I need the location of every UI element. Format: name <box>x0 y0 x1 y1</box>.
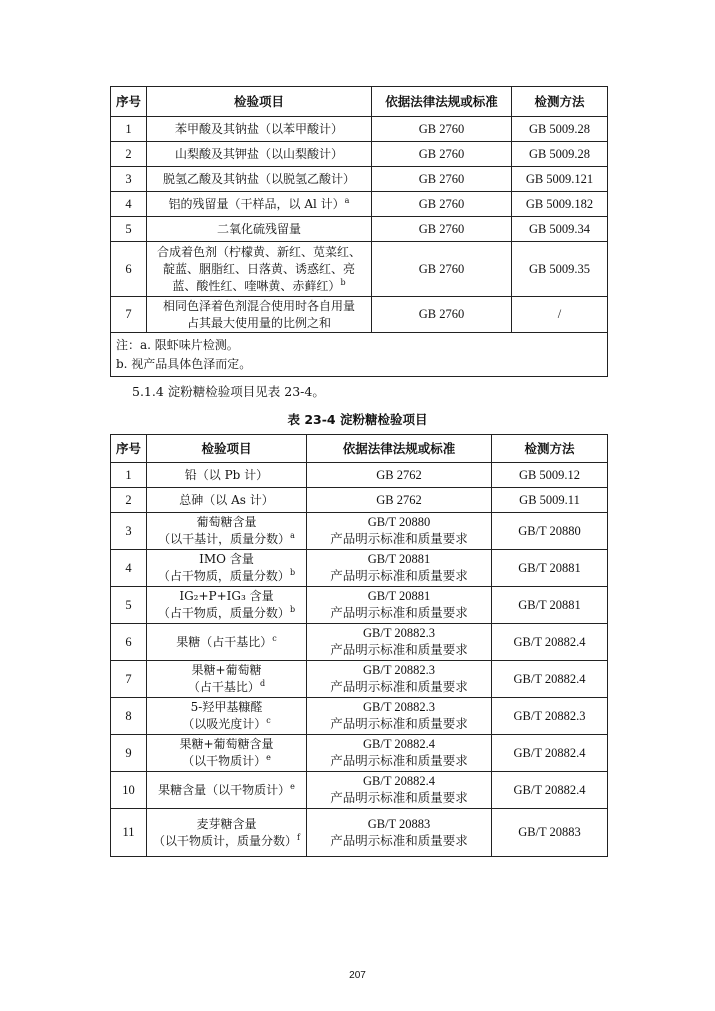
row-number: 3 <box>111 167 147 192</box>
row-basis: GB/T 20882.3 产品明示标准和质量要求 <box>307 661 492 698</box>
row-number: 5 <box>111 587 147 624</box>
header-item: 检验项目 <box>147 435 307 463</box>
row-method: GB/T 20882.4 <box>492 772 608 809</box>
row-method: GB 5009.12 <box>492 463 608 488</box>
row-basis: GB/T 20882.3 产品明示标准和质量要求 <box>307 698 492 735</box>
table-row <box>111 217 608 242</box>
footnote-marker: e <box>266 753 271 762</box>
row-item: IG₂+P+IG₃ 含量 （占干物质，质量分数）$^b$ <box>147 587 307 624</box>
table-row <box>111 167 608 192</box>
row-number: 4 <box>111 192 147 217</box>
footnote-marker: d <box>259 679 266 688</box>
row-basis: GB/T 20883 产品明示标准和质量要求 <box>307 809 492 857</box>
footnote-marker: e <box>290 781 295 791</box>
inspection-table-1 <box>110 86 608 377</box>
table-header-row <box>111 435 608 463</box>
row-item: 麦芽糖含量 （以干物质计，质量分数）$^f$ <box>147 809 307 857</box>
footnote-marker: b <box>289 605 296 614</box>
table-caption: 表 23-4 淀粉糖检验项目 <box>287 412 428 427</box>
row-item: 葡萄糖含量 （以干基计，质量分数）$^a$ <box>147 513 307 550</box>
row-method: GB/T 20881 <box>492 550 608 587</box>
table-row <box>111 772 608 809</box>
row-item: 合成着色剂（柠檬黄、新红、苋菜红、 靛蓝、胭脂红、日落黄、诱惑红、亮 蓝、酸性红、喹啉黄、赤藓红）$^b$ <box>147 242 372 297</box>
row-item: 铝的残留量（干样品，以 Al 计）$^a$ <box>147 192 372 217</box>
row-item: 果糖（占干基比）$^c$ <box>147 624 307 661</box>
row-number: 4 <box>111 550 147 587</box>
footnote-marker: a <box>344 195 350 205</box>
table-row <box>111 698 608 735</box>
row-item: 果糖+葡萄糖含量 （以干物质计）$^e$ <box>147 735 307 772</box>
row-number: 10 <box>111 772 147 809</box>
table-note-row <box>111 333 608 377</box>
row-basis: GB 2762 <box>307 488 492 513</box>
row-basis: GB 2760 <box>372 242 512 297</box>
row-method: GB 5009.28 <box>512 142 608 167</box>
row-method: GB 5009.121 <box>512 167 608 192</box>
footnote-marker: f <box>297 832 300 842</box>
row-method: GB 5009.182 <box>512 192 608 217</box>
row-item: 铅（以 Pb 计） <box>147 463 307 488</box>
row-item: IMO 含量 （占干物质，质量分数）$^b$ <box>147 550 307 587</box>
header-basis: 依据法律法规或标准 <box>372 87 512 117</box>
row-basis: GB/T 20881 产品明示标准和质量要求 <box>307 587 492 624</box>
table-row <box>111 587 608 624</box>
row-basis: GB 2762 <box>307 463 492 488</box>
header-item: 检验项目 <box>147 87 372 117</box>
row-number: 8 <box>111 698 147 735</box>
table-header-row <box>111 87 608 117</box>
row-number: 2 <box>111 142 147 167</box>
row-method: GB/T 20882.4 <box>492 735 608 772</box>
row-method: GB/T 20881 <box>492 587 608 624</box>
table-row <box>111 297 608 333</box>
row-method: GB 5009.34 <box>512 217 608 242</box>
row-method: GB/T 20882.4 <box>492 661 608 698</box>
header-method: 检测方法 <box>492 435 608 463</box>
table-row <box>111 463 608 488</box>
row-basis: GB/T 20881 产品明示标准和质量要求 <box>307 550 492 587</box>
row-item: 苯甲酸及其钠盐（以苯甲酸计） <box>147 117 372 142</box>
row-basis: GB 2760 <box>372 192 512 217</box>
table-note: 注：a. 限虾味片检测。 b. 视产品具体色泽而定。 <box>111 333 608 377</box>
row-method: GB/T 20882.4 <box>492 624 608 661</box>
footnote-marker: c <box>266 716 271 725</box>
table-row <box>111 661 608 698</box>
header-basis: 依据法律法规或标准 <box>307 435 492 463</box>
footnote-marker: b <box>289 568 296 577</box>
row-basis: GB/T 20882.4 产品明示标准和质量要求 <box>307 735 492 772</box>
inspection-table-2 <box>110 434 608 857</box>
row-number: 1 <box>111 117 147 142</box>
header-method: 检测方法 <box>512 87 608 117</box>
footnote-marker: b <box>340 277 346 287</box>
row-method: / <box>512 297 608 333</box>
row-basis: GB 2760 <box>372 297 512 333</box>
row-number: 3 <box>111 513 147 550</box>
row-number: 6 <box>111 624 147 661</box>
row-number: 7 <box>111 661 147 698</box>
table-row <box>111 624 608 661</box>
section-paragraph: 5.1.4 淀粉糖检验项目见表 23-4。 <box>132 384 325 399</box>
table-row <box>111 142 608 167</box>
row-number: 6 <box>111 242 147 297</box>
row-basis: GB 2760 <box>372 142 512 167</box>
row-number: 9 <box>111 735 147 772</box>
row-method: GB 5009.28 <box>512 117 608 142</box>
row-number: 2 <box>111 488 147 513</box>
row-number: 11 <box>111 809 147 857</box>
row-number: 7 <box>111 297 147 333</box>
row-item: 总砷（以 As 计） <box>147 488 307 513</box>
row-item: 果糖+葡萄糖 （占干基比）$^d$ <box>147 661 307 698</box>
row-basis: GB/T 20880 产品明示标准和质量要求 <box>307 513 492 550</box>
header-no: 序号 <box>111 435 147 463</box>
table-row <box>111 809 608 857</box>
row-basis: GB 2760 <box>372 117 512 142</box>
row-basis: GB/T 20882.3 产品明示标准和质量要求 <box>307 624 492 661</box>
row-item: 山梨酸及其钾盐（以山梨酸计） <box>147 142 372 167</box>
header-no: 序号 <box>111 87 147 117</box>
row-basis: GB 2760 <box>372 167 512 192</box>
row-item: 5-羟甲基糠醛 （以吸光度计）$^c$ <box>147 698 307 735</box>
row-item: 脱氢乙酸及其钠盐（以脱氢乙酸计） <box>147 167 372 192</box>
table-row <box>111 117 608 142</box>
table-row <box>111 513 608 550</box>
table-row <box>111 735 608 772</box>
page-number: 207 <box>349 970 366 981</box>
footnote-marker: c <box>272 633 277 643</box>
row-method: GB/T 20882.3 <box>492 698 608 735</box>
row-method: GB 5009.11 <box>492 488 608 513</box>
table-row <box>111 192 608 217</box>
row-basis: GB 2760 <box>372 217 512 242</box>
row-item: 相同色泽着色剂混合使用时各自用量 占其最大使用量的比例之和 <box>147 297 372 333</box>
row-number: 1 <box>111 463 147 488</box>
row-method: GB 5009.35 <box>512 242 608 297</box>
table-row <box>111 550 608 587</box>
row-method: GB/T 20880 <box>492 513 608 550</box>
footnote-marker: a <box>290 531 295 540</box>
row-item: 果糖含量（以干物质计）$^e$ <box>147 772 307 809</box>
table-row <box>111 242 608 297</box>
row-method: GB/T 20883 <box>492 809 608 857</box>
row-number: 5 <box>111 217 147 242</box>
row-item: 二氧化硫残留量 <box>147 217 372 242</box>
row-basis: GB/T 20882.4 产品明示标准和质量要求 <box>307 772 492 809</box>
table-row <box>111 488 608 513</box>
